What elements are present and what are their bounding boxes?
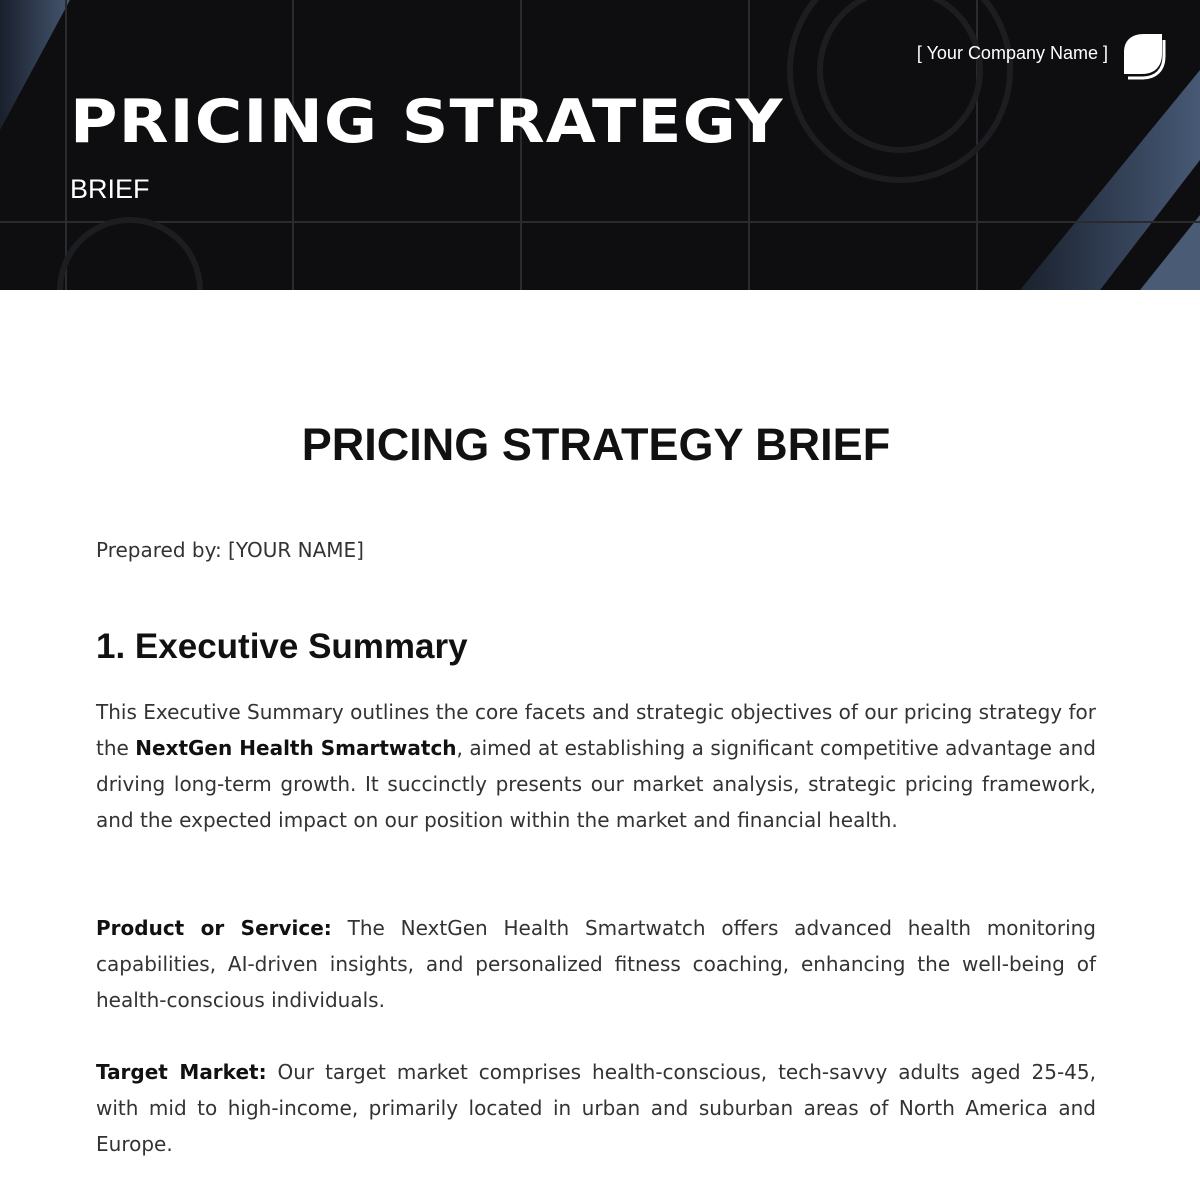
target-market-paragraph [96,1054,1096,1162]
executive-summary-paragraph [96,694,1096,838]
document-title: PRICING STRATEGY BRIEF [301,419,891,470]
section-heading-executive-summary: 1. Executive Summary [96,627,468,666]
product-paragraph [96,910,1096,1018]
product-label: Product or Service: [96,916,332,940]
summary-text-before: This Executive Summary outlines the core facets and strategic objectives of our pricing strategy for the [96,700,1096,760]
product-text: The NextGen Health Smartwatch offers advanced health monitoring capabilities, AI-driven insights, and personalized fitness coaching, enhancing the well-being of health-conscious individuals. [96,916,1097,1012]
product-name-bold: NextGen Health Smartwatch [135,736,457,760]
header-title: PRICING STRATEGY [70,87,784,157]
header-banner [0,0,1200,290]
summary-text-after: , aimed at establishing a significant competitive advantage and driving long-term growth. It succinctly presents our market analysis, strategic pricing framework, and the expected impact on our position within the market and financial health. [96,736,1096,832]
prepared-by: Prepared by: [YOUR NAME] [96,538,364,562]
header-subtitle: BRIEF [70,174,150,204]
target-market-text: Our target market comprises health-conscious, tech-savvy adults aged 25-45, with mid to high-income, primarily located in urban and suburban areas of North America and Europe. [96,1060,1096,1156]
speech-bubble-logo-icon [1118,30,1168,80]
company-name: [ Your Company Name ] [916,43,1108,63]
target-market-label: Target Market: [96,1060,267,1084]
